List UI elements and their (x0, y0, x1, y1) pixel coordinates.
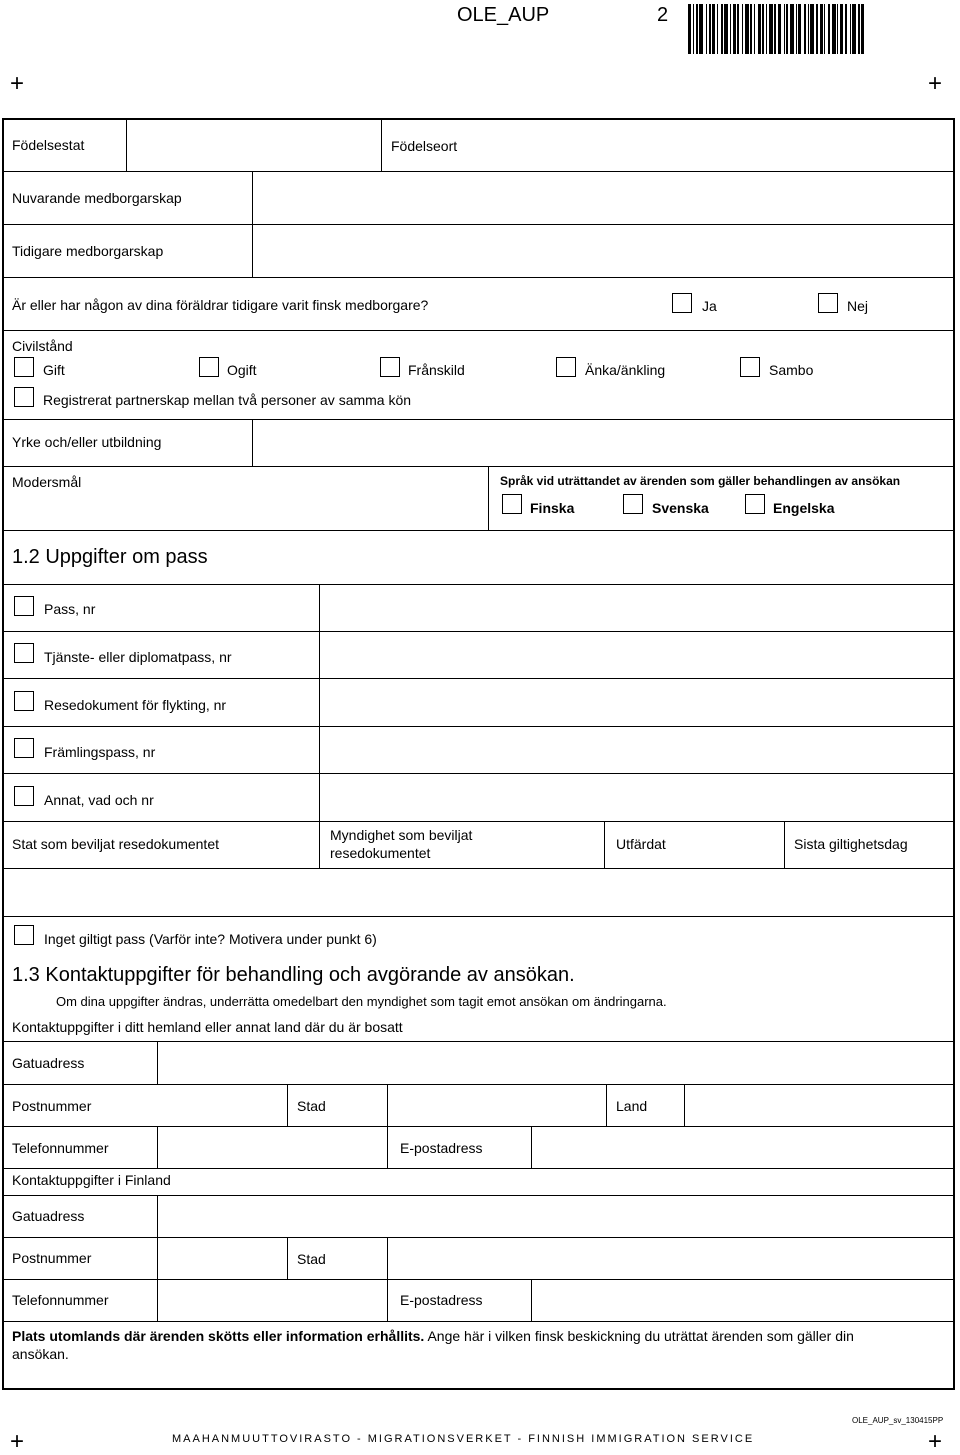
email-fi-label: E-postadress (400, 1292, 483, 1308)
parents-no-label: Nej (847, 298, 869, 314)
married-label: Gift (43, 362, 65, 378)
street-field[interactable] (159, 1043, 954, 1083)
street-fi-label: Gatuadress (12, 1208, 85, 1224)
finnish-checkbox[interactable] (502, 494, 522, 514)
diplomatic-checkbox[interactable] (14, 643, 34, 663)
postal-code-field[interactable] (159, 1086, 286, 1125)
cohabiting-label: Sambo (769, 362, 814, 378)
birth-state-label: Födelsestat (12, 137, 85, 153)
postal-code-fi-field[interactable] (159, 1239, 286, 1278)
abroad-info-bold: Plats utomlands där ärenden skötts eller information erhållits. (12, 1328, 425, 1344)
section-1-3-note: Om dina uppgifter ändras, underrätta omedelbart den myndighet som tagit emot ansökan om ändringarna. (56, 994, 667, 1009)
other-doc-checkbox[interactable] (14, 786, 34, 806)
section-1-3-title: 1.3 Kontaktuppgifter för behandling och avgörande av ansökan. (12, 964, 575, 986)
occupation-label: Yrke och/eller utbildning (12, 434, 162, 450)
phone-label: Telefonnummer (12, 1140, 109, 1156)
page-number: 2 (657, 4, 669, 26)
occupation-field[interactable] (254, 421, 954, 465)
alien-field[interactable] (321, 728, 954, 772)
phone-field[interactable] (159, 1128, 386, 1167)
city-field[interactable] (389, 1086, 605, 1125)
country-field[interactable] (686, 1086, 954, 1125)
refugee-checkbox[interactable] (14, 691, 34, 711)
abroad-info-text-2: ansökan. (12, 1346, 69, 1362)
country-label: Land (616, 1098, 648, 1114)
swedish-checkbox[interactable] (623, 494, 643, 514)
passport-checkbox[interactable] (14, 596, 34, 616)
street-fi-field[interactable] (159, 1197, 954, 1236)
parents-question: Är eller har någon av dina föräldrar tidigare varit finsk medborgare? (12, 297, 429, 313)
other-doc-label: Annat, vad och nr (44, 792, 154, 808)
finnish-label: Finska (530, 500, 575, 516)
street-label: Gatuadress (12, 1055, 85, 1071)
issued-label: Utfärdat (616, 836, 666, 852)
diplomatic-label: Tjänste- eller diplomatpass, nr (44, 649, 232, 665)
unmarried-checkbox[interactable] (199, 357, 219, 377)
city-fi-field[interactable] (389, 1239, 954, 1278)
passport-label: Pass, nr (44, 601, 96, 617)
barcode-icon (688, 4, 952, 54)
birth-state-field[interactable] (128, 120, 380, 170)
alien-checkbox[interactable] (14, 738, 34, 758)
diplomatic-field[interactable] (321, 633, 954, 677)
current-citizenship-field[interactable] (254, 173, 954, 223)
passport-field[interactable] (321, 586, 954, 630)
state-issued-label: Stat som beviljat resedokumentet (12, 836, 219, 852)
english-checkbox[interactable] (745, 494, 765, 514)
partnership-label: Registrerat partnerskap mellan två personer av samma kön (43, 392, 412, 408)
current-citizenship-label: Nuvarande medborgarskap (12, 190, 182, 206)
email-field[interactable] (533, 1128, 954, 1167)
english-label: Engelska (773, 500, 835, 516)
postal-code-fi-label: Postnummer (12, 1250, 92, 1266)
abroad-info-field[interactable] (4, 1364, 954, 1388)
finland-contact-title: Kontaktuppgifter i Finland (12, 1172, 171, 1188)
partnership-checkbox[interactable] (14, 387, 34, 407)
registration-mark: + (928, 70, 943, 97)
unmarried-label: Ogift (227, 362, 257, 378)
widowed-checkbox[interactable] (556, 357, 576, 377)
parents-yes-label: Ja (702, 298, 717, 314)
mother-tongue-label: Modersmål (12, 474, 82, 490)
cohabiting-checkbox[interactable] (740, 357, 760, 377)
refugee-label: Resedokument för flykting, nr (44, 697, 227, 713)
email-label: E-postadress (400, 1140, 483, 1156)
agency-footer: MAAHANMUUTTOVIRASTO - MIGRATIONSVERKET - FINNISH IMMIGRATION SERVICE (172, 1433, 755, 1445)
email-fi-field[interactable] (533, 1281, 954, 1320)
postal-code-label: Postnummer (12, 1098, 92, 1114)
passport-details-field[interactable] (4, 870, 954, 915)
parents-no-checkbox[interactable] (818, 293, 838, 313)
processing-language-title: Språk vid uträttandet av ärenden som gäller behandlingen av ansökan (500, 474, 901, 488)
form-code: OLE_AUP (457, 4, 550, 26)
civil-status-title: Civilstånd (12, 338, 73, 354)
widowed-label: Änka/änkling (585, 362, 666, 378)
home-contact-title: Kontaktuppgifter i ditt hemland eller annat land där du är bosatt (12, 1019, 403, 1035)
phone-fi-label: Telefonnummer (12, 1292, 109, 1308)
alien-label: Främlingspass, nr (44, 744, 156, 760)
registration-mark: + (10, 1428, 25, 1455)
abroad-info-rest: Ange här i vilken finsk beskickning du uträttat ärenden som gäller din (424, 1328, 854, 1344)
abroad-info-text (12, 1328, 854, 1344)
registration-mark: + (10, 70, 25, 97)
valid-until-label: Sista giltighetsdag (794, 836, 908, 852)
no-valid-passport-checkbox[interactable] (14, 925, 34, 945)
other-doc-field[interactable] (321, 775, 954, 819)
parents-yes-checkbox[interactable] (672, 293, 692, 313)
city-fi-label: Stad (297, 1251, 326, 1267)
phone-fi-field[interactable] (159, 1281, 386, 1320)
registration-mark: + (928, 1428, 943, 1455)
refugee-field[interactable] (321, 680, 954, 724)
birth-place-label: Födelseort (391, 138, 458, 154)
swedish-label: Svenska (652, 500, 709, 516)
divorced-checkbox[interactable] (380, 357, 400, 377)
version-code: OLE_AUP_sv_130415PP (852, 1416, 944, 1425)
married-checkbox[interactable] (14, 357, 34, 377)
section-1-2-title: 1.2 Uppgifter om pass (12, 546, 208, 568)
authority-issued-label: Myndighet som beviljat (330, 827, 473, 843)
previous-citizenship-field[interactable] (254, 226, 954, 276)
city-label: Stad (297, 1098, 326, 1114)
no-valid-passport-label: Inget giltigt pass (Varför inte? Motivera under punkt 6) (44, 931, 377, 947)
divorced-label: Frånskild (408, 362, 465, 378)
previous-citizenship-label: Tidigare medborgarskap (12, 243, 164, 259)
authority-issued-label-2: resedokumentet (330, 845, 431, 861)
